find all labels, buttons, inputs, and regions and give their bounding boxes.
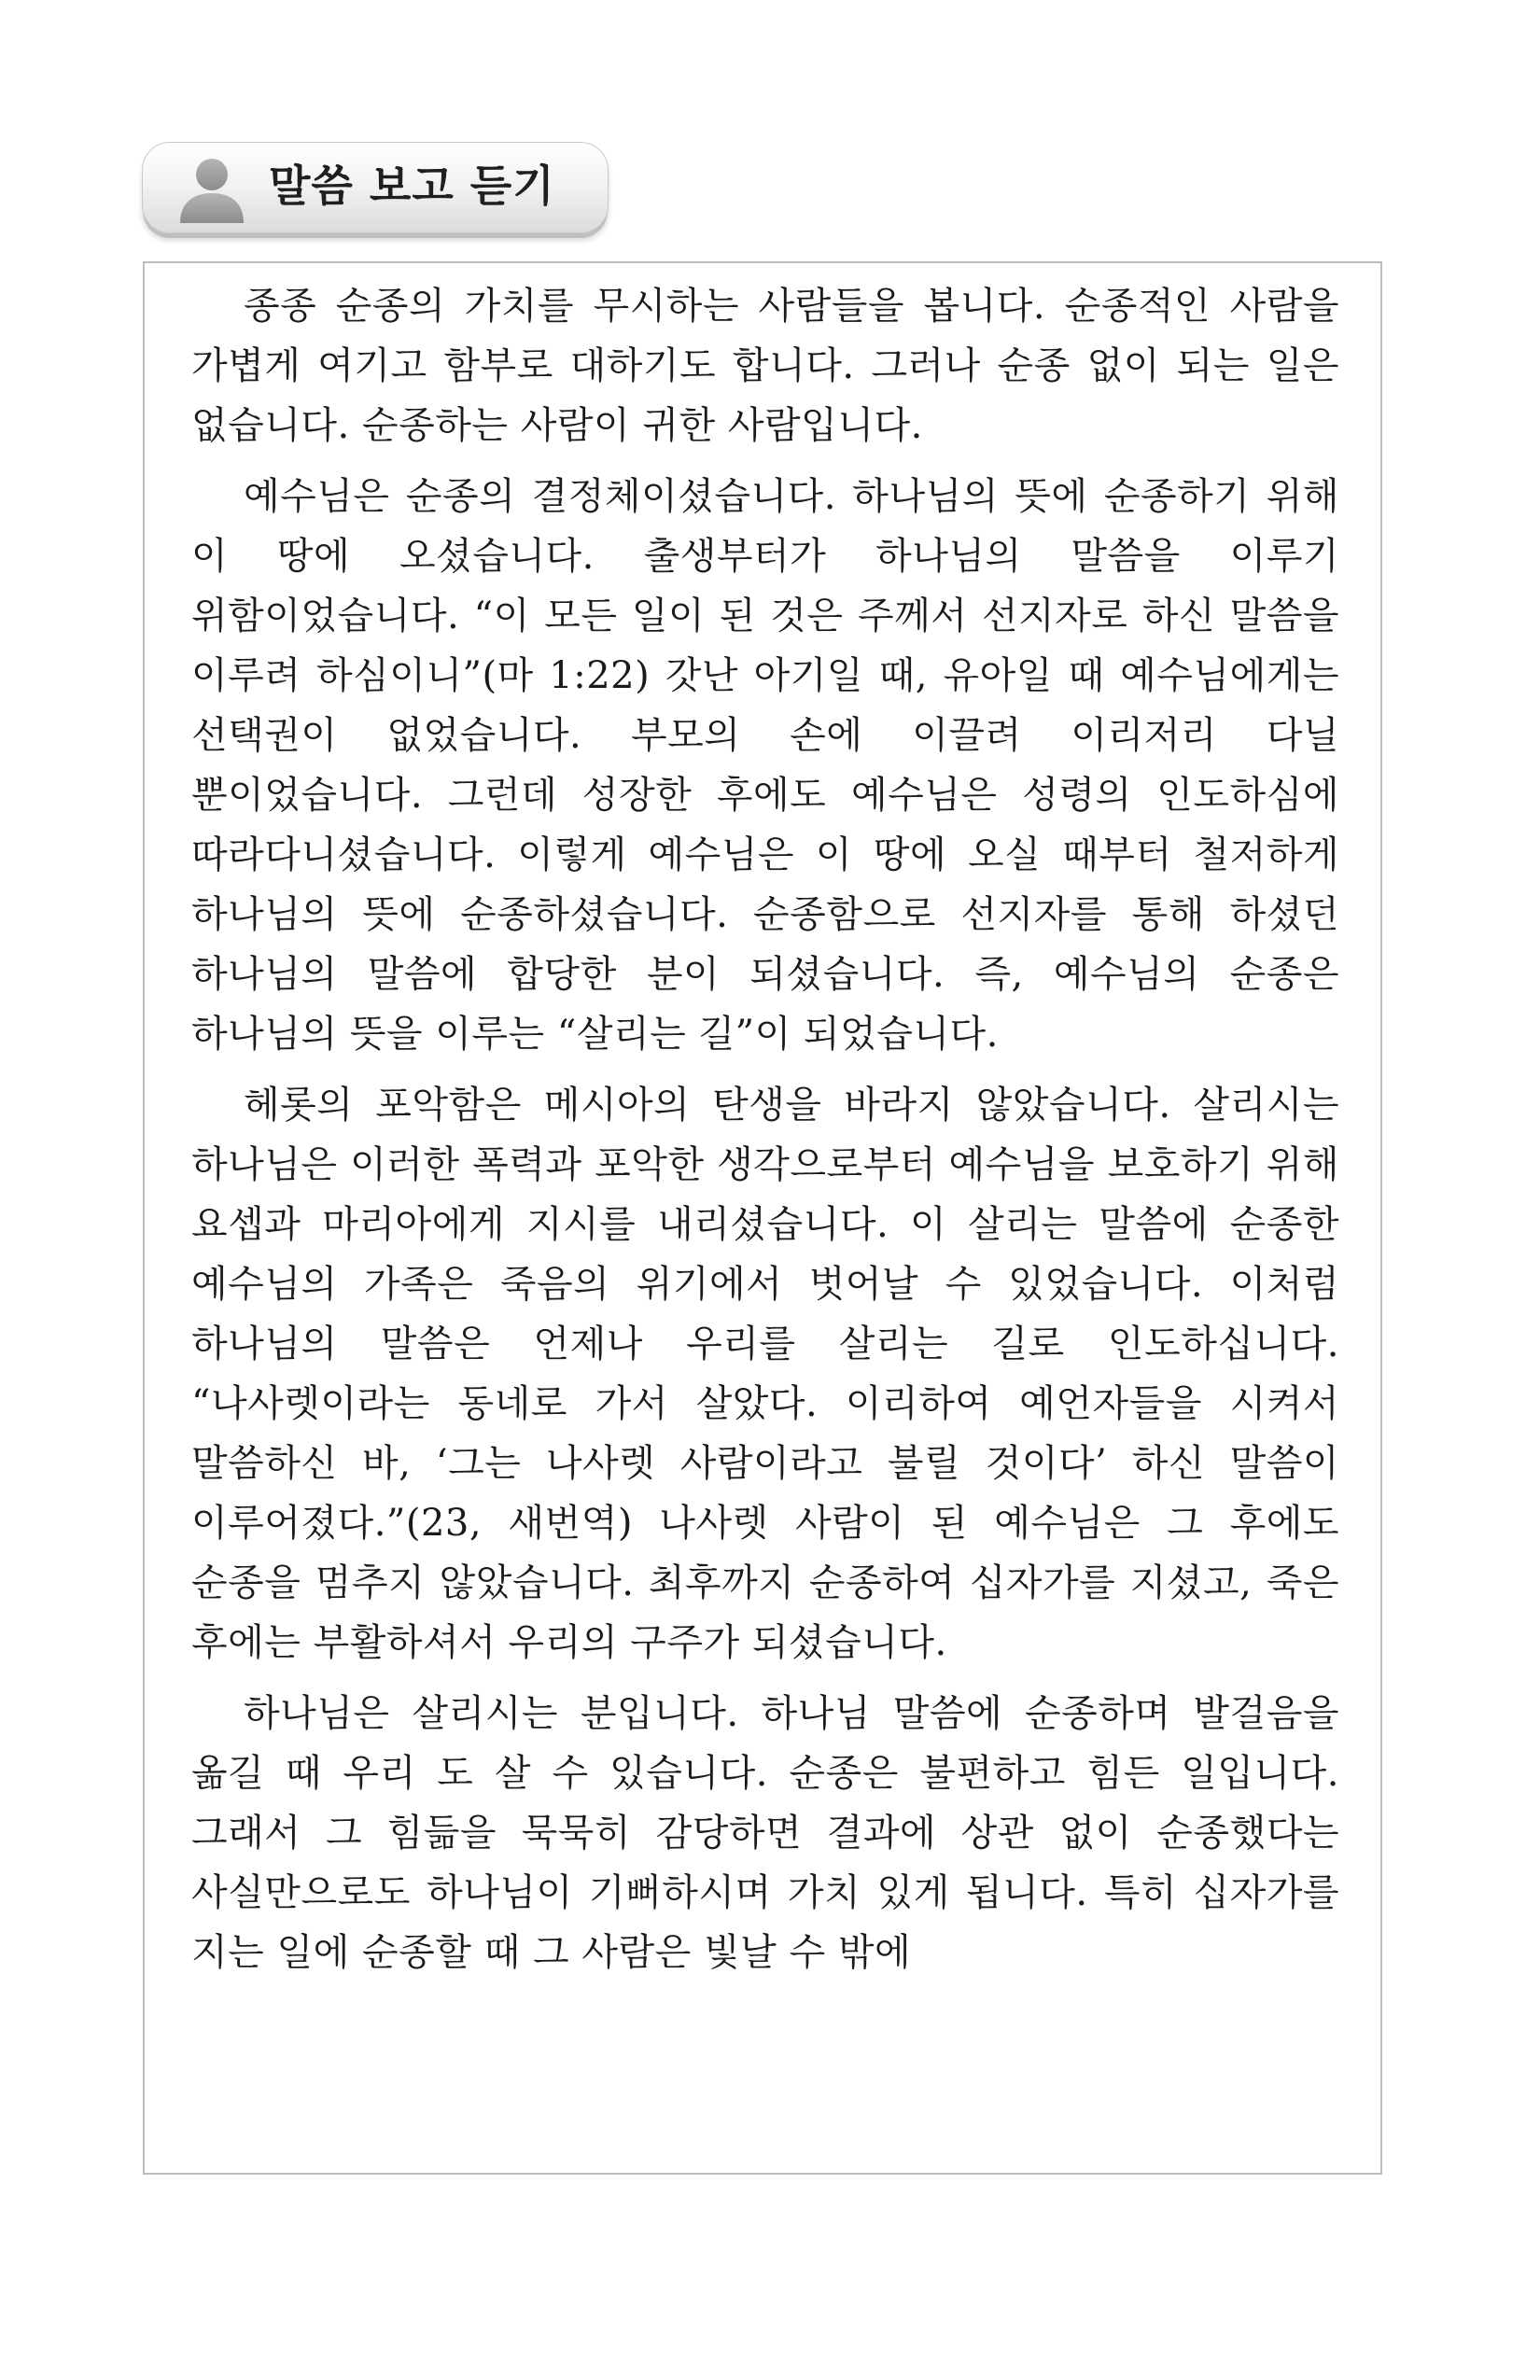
section-header-tab: [142, 142, 609, 233]
paragraph-2: 예수님은 순종의 결정체이셨습니다. 하나님의 뜻에 순종하기 위해 이 땅에 오셨습니다. 출생부터가 하나님의 말씀을 이루기 위함이었습니다. “이 모든 일이 된 것은 주께서 선지자로 하신 말씀을 이루려 하심이니”(마 1:22) 갓난 아기일 때, 유아일 때 예수님에게는 선택권이 없었습니다. 부모의 손에 이끌려 이리저리 다닐 뿐이었습니다. 그런데 성장한 후에도 예수님은 성령의 인도하심에 따라다니셨습니다. 이렇게 예수님은 이 땅에 오실 때부터 철저하게 하나님의 뜻에 순종하셨습니다. 순종함으로 선지자를 통해 하셨던 하나님의 말씀에 합당한 분이 되셨습니다. 즉, 예수님의 순종은 하나님의 뜻을 이루는 “살리는 길”이 되었습니다.: [191, 475, 1339, 1056]
paragraph-4: 하나님은 살리시는 분입니다. 하나님 말씀에 순종하며 발걸음을 옮길 때 우리 도 살 수 있습니다. 순종은 불편하고 힘든 일입니다. 그래서 그 힘듦을 묵묵히 감당하면 결과에 상관 없이 순종했다는 사실만으로도 하나님이 기뻐하시며 가치 있게 됩니다. 특히 십자가를 지는 일에 순종할 때 그 사람은 빛날 수 밖에: [191, 1692, 1339, 1974]
paragraph-1: 종종 순종의 가치를 무시하는 사람들을 봅니다. 순종적인 사람을 가볍게 여기고 함부로 대하기도 합니다. 그러나 순종 없이 되는 일은 없습니다. 순종하는 사람이 귀한 사람입니다.: [191, 285, 1339, 447]
section-title: 말씀 보고 듣기: [269, 161, 555, 211]
person-icon: [176, 156, 247, 223]
paragraph-3: 헤롯의 포악함은 메시아의 탄생을 바라지 않았습니다. 살리시는 하나님은 이러한 폭력과 포악한 생각으로부터 예수님을 보호하기 위해 요셉과 마리아에게 지시를 내리셨습니다. 이 살리는 말씀에 순종한 예수님의 가족은 죽음의 위기에서 벗어날 수 있었습니다. 이처럼 하나님의 말씀은 언제나 우리를 살리는 길로 인도하십니다. “나사렛이라는 동네로 가서 살았다. 이리하여 예언자들을 시켜서 말씀하신 바, ‘그는 나사렛 사람이라고 불릴 것이다’ 하신 말씀이 이루어졌다.”(23, 새번역) 나사렛 사람이 된 예수님은 그 후에도 순종을 멈추지 않았습니다. 최후까지 순종하여 십자가를 지셨고, 죽은 후에는 부활하셔서 우리의 구주가 되셨습니다.: [191, 1084, 1339, 1664]
body-text: [191, 276, 1339, 1994]
content-box: [143, 261, 1382, 2175]
